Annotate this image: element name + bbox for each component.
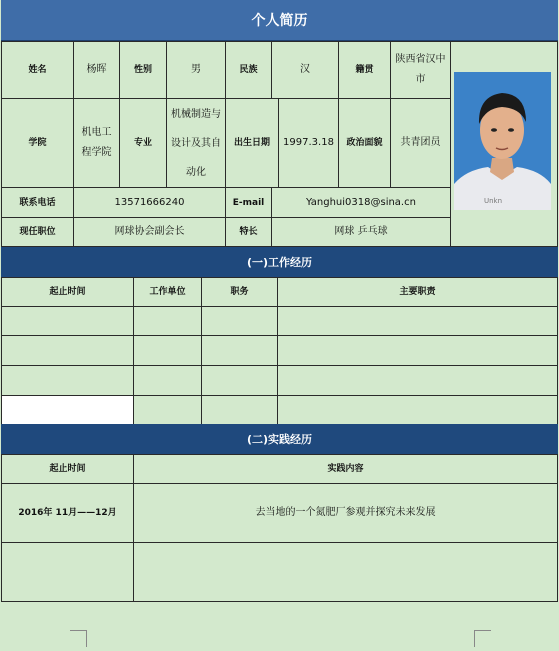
- table-cell[interactable]: [201, 365, 278, 396]
- practice-header-content: 实践内容: [133, 454, 558, 484]
- profile-photo: [454, 72, 551, 210]
- table-cell[interactable]: [1, 306, 134, 336]
- table-cell[interactable]: [277, 306, 558, 336]
- resume-title: 个人简历: [1, 0, 558, 41]
- politics-label: 政治面貌: [338, 98, 391, 188]
- table-cell[interactable]: [277, 365, 558, 396]
- email-value: Yanghui0318@sina.cn: [271, 187, 451, 218]
- position-value: 网球协会副会长: [73, 217, 226, 247]
- table-cell[interactable]: [201, 395, 278, 425]
- table-cell[interactable]: [201, 306, 278, 336]
- table-cell[interactable]: [277, 335, 558, 366]
- table-cell[interactable]: [133, 542, 558, 602]
- email-label: E-mail: [225, 187, 272, 218]
- ethnicity-value: 汉: [271, 41, 339, 99]
- table-cell[interactable]: [277, 395, 558, 425]
- college-label: 学院: [1, 98, 74, 188]
- svg-text:Unkn: Unkn: [484, 197, 503, 205]
- practice-header-time: 起止时间: [1, 454, 134, 484]
- name-value: 杨晖: [73, 41, 120, 99]
- table-cell[interactable]: [133, 306, 202, 336]
- work-section-title: (一)工作经历: [1, 247, 558, 277]
- work-header-duties: 主要职责: [277, 277, 558, 307]
- ethnicity-label: 民族: [225, 41, 272, 99]
- table-cell[interactable]: [1, 365, 134, 396]
- gender-value: 男: [166, 41, 226, 99]
- major-value: 机械制造与设计及其自动化: [166, 98, 226, 188]
- page-corner-mark-right: [474, 630, 491, 647]
- name-label: 姓名: [1, 41, 74, 99]
- table-cell-selected[interactable]: [1, 395, 134, 425]
- table-cell[interactable]: [133, 395, 202, 425]
- origin-label: 籍贯: [338, 41, 391, 99]
- table-cell[interactable]: [133, 335, 202, 366]
- college-value: 机电工程学院: [73, 98, 120, 188]
- work-header-role: 职务: [201, 277, 278, 307]
- birth-value: 1997.3.18: [278, 98, 339, 188]
- major-label: 专业: [119, 98, 167, 188]
- table-cell[interactable]: [201, 335, 278, 366]
- table-cell[interactable]: [1, 335, 134, 366]
- practice-section-title: (二)实践经历: [1, 424, 558, 454]
- practice-row-time: 2016年 11月——12月: [1, 483, 134, 543]
- phone-label: 联系电话: [1, 187, 74, 218]
- page-corner-mark-left: [70, 630, 87, 647]
- practice-row-content: 去当地的一个氮肥厂参观并探究未来发展: [133, 483, 558, 543]
- birth-label: 出生日期: [225, 98, 279, 188]
- specialty-value: 网球 乒乓球: [271, 217, 451, 247]
- position-label: 现任职位: [1, 217, 74, 247]
- gender-label: 性别: [119, 41, 167, 99]
- work-header-unit: 工作单位: [133, 277, 202, 307]
- politics-value: 共青团员: [390, 98, 451, 188]
- phone-value: 13571666240: [73, 187, 226, 218]
- table-cell[interactable]: [133, 365, 202, 396]
- origin-value: 陕西省汉中市: [390, 41, 451, 99]
- work-header-time: 起止时间: [1, 277, 134, 307]
- table-cell[interactable]: [1, 542, 134, 602]
- specialty-label: 特长: [225, 217, 272, 247]
